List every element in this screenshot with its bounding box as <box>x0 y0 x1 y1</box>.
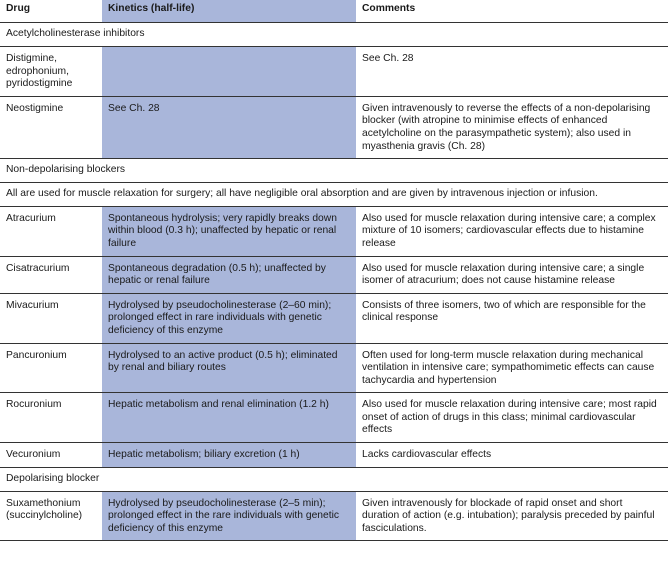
header-kinetics: Kinetics (half-life) <box>102 0 356 23</box>
drug-cell: Neostigmine <box>0 96 102 158</box>
drug-cell: Distigmine, edrophonium, pyridostigmine <box>0 47 102 97</box>
section-note-row <box>0 183 668 207</box>
comments-cell: Also used for muscle relaxation during intensive care; a single isomer of atracurium; does not cause histamine release <box>356 256 668 293</box>
kinetics-cell: Spontaneous hydrolysis; very rapidly breaks down within blood (0.3 h); unaffected by hepatic or renal failure <box>102 206 356 256</box>
drug-cell: Rocuronium <box>0 393 102 443</box>
comments-cell: See Ch. 28 <box>356 47 668 97</box>
kinetics-cell: Spontaneous degradation (0.5 h); unaffected by hepatic or renal failure <box>102 256 356 293</box>
table-row <box>0 491 668 541</box>
kinetics-cell: See Ch. 28 <box>102 96 356 158</box>
table-row <box>0 393 668 443</box>
drug-cell: Vecuronium <box>0 443 102 468</box>
header-row <box>0 0 668 23</box>
comments-cell: Lacks cardiovascular effects <box>356 443 668 468</box>
kinetics-cell: Hepatic metabolism and renal elimination (1.2 h) <box>102 393 356 443</box>
table-row <box>0 47 668 97</box>
table-row <box>0 96 668 158</box>
table-row <box>0 206 668 256</box>
section-row <box>0 23 668 47</box>
kinetics-cell: Hydrolysed to an active product (0.5 h); eliminated by renal and biliary routes <box>102 343 356 393</box>
drug-cell: Cisatracurium <box>0 256 102 293</box>
comments-cell: Given intravenously for blockade of rapid onset and short duration of action (e.g. intubation); paralysis preceded by painful fasciculations. <box>356 491 668 541</box>
table-row <box>0 293 668 343</box>
section-title-non-depolarising-blockers: Non-depolarising blockers <box>0 159 668 183</box>
header-comments: Comments <box>356 0 668 23</box>
comments-cell: Often used for long-term muscle relaxation during mechanical ventilation in intensive care; sympathomimetic effects can cause tachycardia and hypertension <box>356 343 668 393</box>
section-note: All are used for muscle relaxation for surgery; all have negligible oral absorption and are given by intravenous injection or infusion. <box>0 183 668 207</box>
section-title-acetylcholinesterase-inhibitors: Acetylcholinesterase inhibitors <box>0 23 668 47</box>
drug-cell: Mivacurium <box>0 293 102 343</box>
drug-cell: Pancuronium <box>0 343 102 393</box>
section-row <box>0 159 668 183</box>
table-row <box>0 256 668 293</box>
table-row <box>0 343 668 393</box>
drug-cell: Suxamethonium (succinylcholine) <box>0 491 102 541</box>
comments-cell: Also used for muscle relaxation during intensive care; most rapid onset of action of drugs in this class; minimal cardiovascular effects <box>356 393 668 443</box>
comments-cell: Given intravenously to reverse the effects of a non-depolarising blocker (with atropine to minimise effects of enhanced acetylcholine on the parasympathetic system); also used in myasthenia gravis (Ch. 28) <box>356 96 668 158</box>
table-row <box>0 443 668 468</box>
section-row <box>0 467 668 491</box>
comments-cell: Consists of three isomers, two of which are responsible for the clinical response <box>356 293 668 343</box>
drug-cell: Atracurium <box>0 206 102 256</box>
kinetics-cell: Hepatic metabolism; biliary excretion (1 h) <box>102 443 356 468</box>
section-title-depolarising-blocker: Depolarising blocker <box>0 467 668 491</box>
kinetics-cell: Hydrolysed by pseudocholinesterase (2–60 min); prolonged effect in rare individuals with genetic deficiency of this enzyme <box>102 293 356 343</box>
comments-cell: Also used for muscle relaxation during intensive care; a complex mixture of 10 isomers; cardiovascular effects due to histamine release <box>356 206 668 256</box>
kinetics-cell: Hydrolysed by pseudocholinesterase (2–5 min); prolonged effect in the rare individuals with genetic deficiency of this enzyme <box>102 491 356 541</box>
kinetics-cell <box>102 47 356 97</box>
header-drug: Drug <box>0 0 102 23</box>
